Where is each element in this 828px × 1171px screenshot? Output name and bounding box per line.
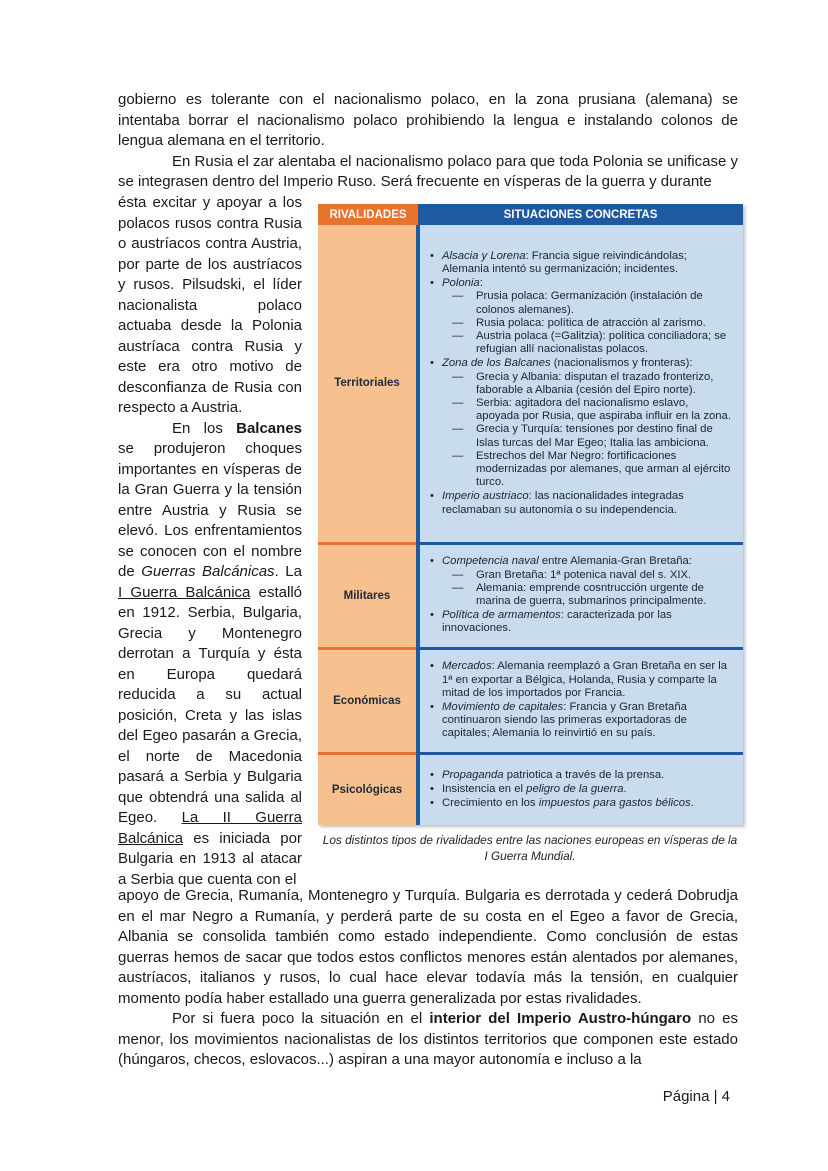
paragraph-excitar-polacos: ésta excitar y apoyar a los polacos rusos contra Rusia o austríacos contra Austria, por parte de los austríacos y rusos. Pilsudski, el líder nacionalista polaco actuaba desde la Polonia austríaca contra Rusia y este era otro motivo de desconfianza de Rusia con respecto a Austria. bbox=[118, 194, 302, 416]
text-run: : las nacionalidades integradas reclamaban su autonomía o su independencia. bbox=[442, 490, 684, 516]
paragraph-austro-hungaro bbox=[118, 1009, 738, 1071]
text-run: peligro de la guerra bbox=[526, 783, 624, 796]
list-item bbox=[430, 277, 733, 356]
text-run: : Alemania reemplazó a Gran Bretaña en ser la 1ª en exportar a Bélgica, Holanda, Rusia y comparte la mitad de los importados por Francia. bbox=[442, 660, 728, 699]
content-economicas bbox=[418, 648, 743, 753]
list-item bbox=[430, 490, 733, 516]
text-run: : bbox=[479, 277, 483, 290]
list-item bbox=[430, 797, 733, 810]
category-territoriales: Territoriales bbox=[318, 225, 418, 543]
bottom-text-block bbox=[118, 886, 738, 1071]
text-run: : caracterizada por las innovaciones. bbox=[442, 609, 672, 635]
list-subitem: — Grecia y Albania: disputan el trazado fronterizo, faborable a Albania (cesión del Epiro norte). bbox=[442, 371, 733, 397]
list-item bbox=[430, 250, 733, 276]
list-subitem: — Serbia: agitadora del nacionalismo eslavo, apoyada por Rusia, que aspiraba influir en la zona. bbox=[442, 397, 733, 423]
bold-imperio-austro-hungaro: interior del Imperio Austro-húngaro bbox=[429, 1010, 692, 1027]
table-row-militares bbox=[318, 543, 743, 648]
list-subitem: — Estrechos del Mar Negro: fortificaciones modernizadas por alemanes, que arman al ejército turco. bbox=[442, 450, 733, 490]
header-situaciones: SITUACIONES CONCRETAS bbox=[418, 204, 743, 225]
text-run: Alsacia y Lorena bbox=[442, 249, 526, 262]
text-run: (nacionalismos y fronteras): bbox=[550, 357, 693, 370]
text-run: no es menor, los movimientos nacionalistas de los distintos territorios que componen este estado (húngaros, checos, eslovacos...) aspiran a una mayor autonomía e incluso a la bbox=[118, 1010, 738, 1068]
underlined-i-guerra-balcanica: I Guerra Balcánica bbox=[118, 583, 251, 601]
page-number: Página | 4 bbox=[662, 1088, 730, 1105]
content-militares bbox=[418, 543, 743, 648]
text-run: estalló en 1912. Serbia, Bulgaria, Grecia y Montenegro derrotan a Turquía y ésta en Europa quedará reducida a su actual posición, Creta y las islas del Egeo pasarán a Grecia, el norte de Macedonia pasará a Serbia y Bulgaria que obtendrá una salida al Egeo. bbox=[118, 583, 302, 826]
list-subitem: — Gran Bretaña: 1ª potenica naval del s. XIX. bbox=[442, 569, 733, 582]
list-item bbox=[430, 769, 733, 782]
list-subitem: — Austria polaca (=Galitzia): política conciliadora; se refugian allí nacionalistas polacos. bbox=[442, 330, 733, 356]
text-run: Insistencia en el bbox=[442, 783, 527, 796]
text-run: Crecimiento en los bbox=[442, 797, 539, 810]
table-row-territoriales bbox=[318, 225, 743, 543]
text-run: se produjeron choques importantes en vísperas de la Gran Guerra y la tensión entre Austria y Rusia se elevó. Los enfrentamientos se conocen con el nombre de bbox=[118, 440, 302, 580]
text-run: es iniciada por Bulgaria en 1913 al atacar a Serbia que cuenta con el bbox=[118, 829, 302, 888]
list-item bbox=[430, 660, 733, 700]
text-run: Movimiento de capitales bbox=[442, 701, 564, 713]
text-run: impuestos para gastos bélicos bbox=[538, 797, 691, 810]
content-territoriales bbox=[418, 225, 743, 543]
text-run: . bbox=[690, 797, 694, 810]
list-item bbox=[430, 357, 733, 489]
text-run: Mercados bbox=[442, 660, 492, 673]
category-militares: Militares bbox=[318, 543, 418, 648]
text-run: Competencia naval bbox=[442, 555, 539, 568]
bold-balcanes: Balcanes bbox=[236, 419, 302, 437]
list-item bbox=[430, 701, 733, 741]
text-run: Imperio austriaco bbox=[442, 490, 529, 503]
text-run: Polonia bbox=[442, 277, 480, 290]
paragraph-balcanes bbox=[118, 419, 302, 891]
list-item bbox=[430, 555, 733, 608]
paragraph-bulgaria-derrotada: apoyo de Grecia, Rumanía, Montenegro y Turquía. Bulgaria es derrotada y cederá Dobrudja en el mar Negro a Rumanía, y perderá parte de su costa en el Egeo a favor de Grecia, Albania se consolida también como estado independiente. Como conclusión de estas guerras hemos de sacar que todos estos conflictos menores están alentados por alemanes, austríacos, italianos y rusos, lo cual hace elevar todavía más la tensión, en cualquier momento podía haber estallado una guerra generalizada por estas rivalidades. bbox=[118, 887, 738, 1007]
list-subitem: — Grecia y Turquía: tensiones por destino final de Islas turcas del Mar Egeo; Italia las ambiciona. bbox=[442, 423, 733, 449]
table-header-row bbox=[318, 204, 743, 225]
text-run: : Francia y Gran Bretaña continuaron siendo las primeras exportadoras de capitales; Alemania lo reinvirtió en su país. bbox=[442, 701, 687, 740]
text-run: : Francia sigue reivindicándolas; Alemania intentó su germanización; incidentes. bbox=[442, 249, 687, 275]
list-subitem: — Prusia polaca: Germanización (instalación de colonos alemanes). bbox=[442, 290, 733, 316]
figure-caption: Los distintos tipos de rivalidades entre las naciones europeas en vísperas de la I Guerra Mundial. bbox=[322, 833, 738, 863]
underlined-ii-guerra-balcanica: La II Guerra Balcánica bbox=[118, 809, 302, 847]
category-psicologicas: Psicológicas bbox=[318, 753, 418, 825]
list-subitem: — Rusia polaca: política de atracción al zarismo. bbox=[442, 317, 733, 330]
italic-guerras-balcanicas: Guerras Balcánicas bbox=[141, 563, 275, 580]
list-item bbox=[430, 783, 733, 796]
text-run: Zona de los Balcanes bbox=[442, 357, 551, 370]
text-run: patriotica a través de la prensa. bbox=[503, 768, 665, 781]
paragraph-rusia-zar: En Rusia el zar alentaba el nacionalismo polaco para que toda Polonia se unificase y se integrasen dentro del Imperio Ruso. Será frecuente en vísperas de la guerra y durante bbox=[118, 152, 738, 190]
paragraph-polonia-prusiana: gobierno es tolerante con el nacionalismo polaco, en la zona prusiana (alemana) se intentaba borrar el nacionalismo polaco prohibiendo la lengua e instalando colonos de lengua alemana en el territorio. bbox=[118, 91, 738, 149]
header-rivalidades: RIVALIDADES bbox=[318, 204, 418, 225]
left-text-column bbox=[118, 193, 302, 890]
text-run: . bbox=[623, 783, 627, 796]
top-text-block bbox=[118, 90, 738, 193]
table-row-psicologicas bbox=[318, 753, 743, 825]
text-run: Propaganda bbox=[442, 768, 504, 781]
list-subitem: — Alemania: emprende cosntrucción urgente de marina de guerra, submarinos principalmente. bbox=[442, 582, 733, 608]
rivalidades-table-figure bbox=[318, 204, 743, 825]
text-run: entre Alemania-Gran Bretaña: bbox=[538, 555, 692, 568]
category-economicas: Económicas bbox=[318, 648, 418, 753]
text-run: Política de armamentos bbox=[442, 609, 561, 622]
text-run: Por si fuera poco la situación en el bbox=[172, 1010, 430, 1027]
text-run: . La bbox=[274, 563, 302, 580]
rivalidades-table bbox=[318, 204, 743, 825]
text-run: En los bbox=[172, 419, 237, 437]
table-row-economicas bbox=[318, 648, 743, 753]
list-item bbox=[430, 609, 733, 635]
content-psicologicas bbox=[418, 753, 743, 825]
